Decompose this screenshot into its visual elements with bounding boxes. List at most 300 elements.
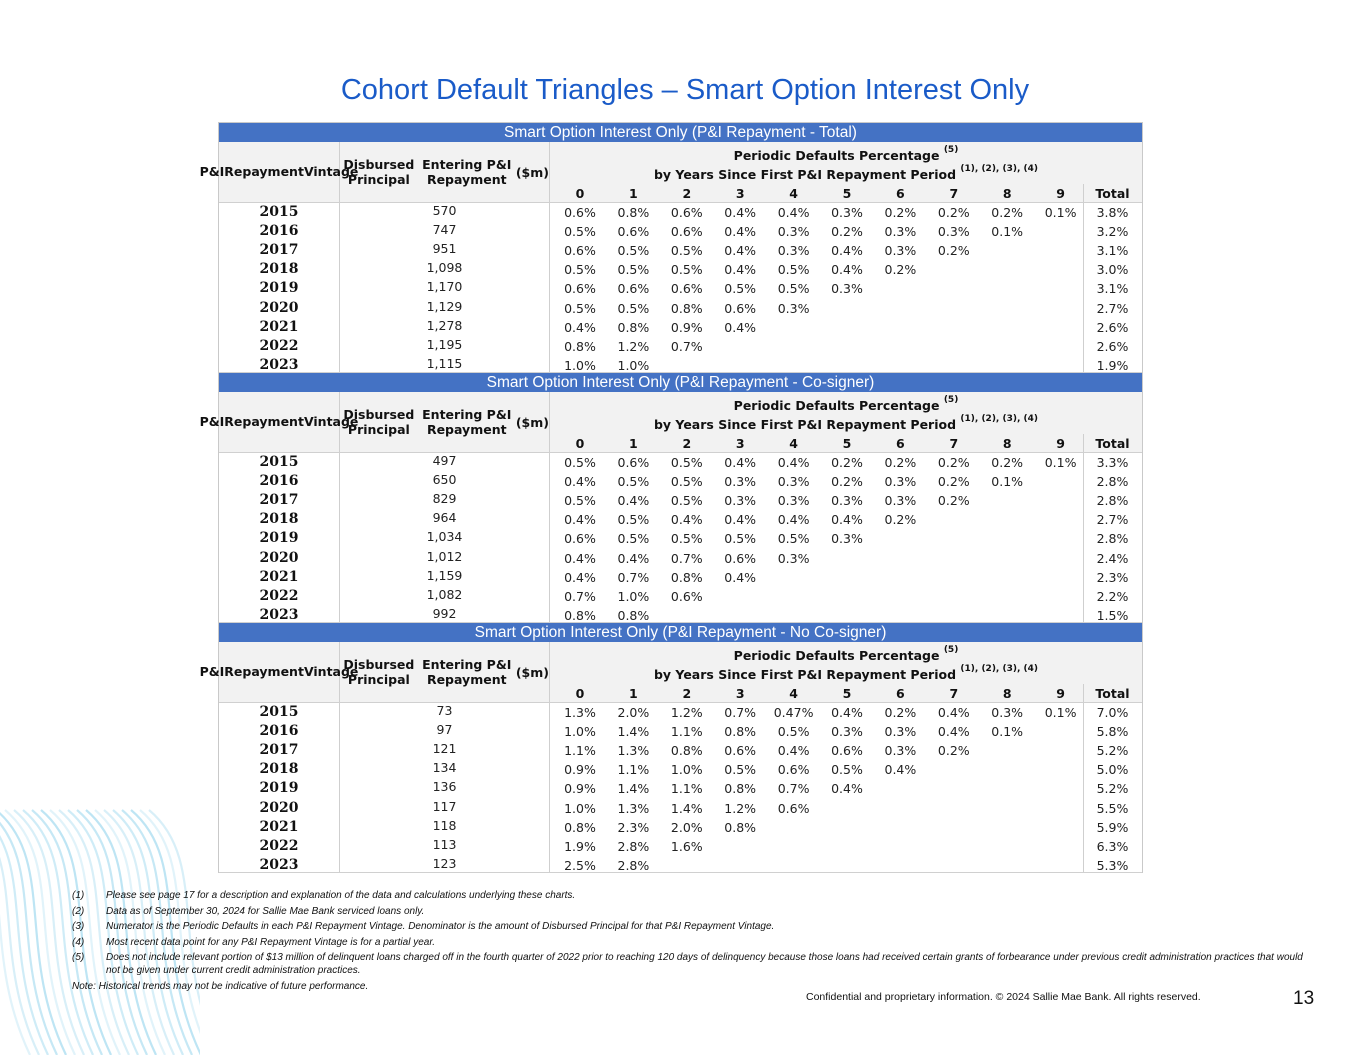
default-rate-cell: 1.6%: [670, 838, 703, 854]
vintage-cell: 2023: [259, 856, 299, 873]
default-rate-cell: 0.5%: [617, 531, 650, 547]
header-year: 9: [1056, 186, 1065, 201]
vintage-cell: 2016: [259, 723, 299, 740]
default-rate-cell: 0.4%: [724, 455, 757, 470]
total-cell: 5.3%: [1096, 857, 1129, 873]
total-cell: 6.3%: [1096, 838, 1129, 854]
default-rate-cell: 1.3%: [564, 705, 596, 720]
vintage-cell: 2015: [259, 704, 299, 720]
default-rate-cell: 0.5%: [724, 281, 757, 297]
default-rate-cell: 0.5%: [670, 493, 703, 509]
header-year: 7: [949, 436, 959, 451]
default-rate-cell: 0.2%: [991, 455, 1024, 470]
header-vintage-line: P&I: [199, 164, 225, 179]
total-cell: 1.9%: [1096, 357, 1129, 373]
principal-cell: 1,034: [426, 529, 463, 545]
table-body: [219, 203, 1142, 373]
total-cell: 2.8%: [1096, 531, 1129, 547]
default-rate-cell: 0.3%: [831, 724, 863, 740]
default-rate-cell: 0.5%: [670, 455, 703, 470]
vintage-cell: 2021: [259, 318, 299, 335]
default-rate-cell: 0.2%: [991, 205, 1024, 220]
footnotes: [72, 889, 1312, 993]
default-rate-cell: 0.6%: [670, 588, 703, 604]
vintage-cell: 2020: [259, 549, 299, 566]
header-principal: [340, 392, 550, 452]
table-row: [219, 203, 1142, 222]
header-year: 4: [789, 686, 798, 701]
default-rate-cell: 0.2%: [831, 455, 863, 470]
default-rate-cell: 0.6%: [617, 224, 650, 240]
default-rate-cell: 0.3%: [884, 724, 917, 740]
default-rate-cell: 0.3%: [777, 300, 810, 316]
default-rate-cell: 0.6%: [564, 531, 596, 547]
total-cell: 2.8%: [1096, 474, 1129, 490]
table-section: [199, 123, 1142, 373]
header-principal-line: ($m): [515, 414, 549, 430]
default-rate-cell: 1.0%: [617, 588, 650, 604]
default-rate-cell: 0.8%: [617, 205, 650, 220]
default-rate-cell: 0.6%: [670, 281, 703, 297]
vintage-cell: 2017: [259, 492, 299, 509]
footnote-number: (1): [72, 890, 85, 901]
principal-cell: 964: [432, 510, 457, 526]
header-year: 9: [1056, 686, 1065, 701]
default-rate-cell: 0.5%: [724, 762, 757, 778]
table-header: [199, 642, 1142, 703]
principal-cell: 1,278: [426, 317, 463, 333]
default-rate-cell: 0.7%: [777, 781, 810, 797]
footnote-number: (3): [72, 921, 85, 932]
header-principal-line: Entering P&I Repayment: [422, 407, 512, 437]
vintage-cell: 2022: [259, 837, 299, 854]
vintage-cell: 2019: [259, 530, 299, 547]
default-rate-cell: 0.4%: [831, 262, 863, 278]
header-periodic-line2: by Years Since First P&I Repayment Period: [653, 167, 957, 182]
principal-cell: 123: [432, 855, 457, 871]
default-rate-cell: 0.5%: [831, 762, 863, 778]
principal-cell: 1,129: [426, 298, 463, 314]
default-rate-cell: 0.4%: [777, 205, 810, 220]
table-row: [219, 491, 1142, 510]
default-rate-cell: 0.4%: [724, 224, 757, 240]
page-number: 13: [1293, 988, 1315, 1009]
header-year: 3: [735, 686, 745, 701]
default-rate-cell: 0.7%: [617, 569, 650, 585]
table-row: [219, 606, 1142, 625]
total-cell: 2.8%: [1096, 493, 1129, 509]
header-vintage-line: Vintage: [303, 164, 359, 179]
default-rate-cell: 0.2%: [937, 474, 970, 490]
default-rate-cell: 0.5%: [564, 493, 596, 509]
default-rate-cell: 0.5%: [564, 455, 596, 470]
default-rate-cell: 0.5%: [777, 262, 810, 278]
default-rate-cell: 0.5%: [670, 243, 703, 259]
default-rate-cell: 1.2%: [724, 800, 757, 816]
header-principal-line: ($m): [515, 164, 549, 180]
section-title: Smart Option Interest Only (P&I Repayment - Co-signer): [219, 373, 1142, 392]
table-row: [219, 587, 1142, 606]
default-rate-cell: 0.6%: [777, 762, 810, 778]
default-rate-cell: 0.5%: [777, 281, 810, 297]
header-periodic-sup2: (1), (2), (3), (4): [960, 414, 1039, 424]
total-cell: 2.7%: [1096, 300, 1129, 316]
default-rate-cell: 0.2%: [884, 705, 917, 720]
default-rate-cell: 0.2%: [937, 205, 970, 220]
header-periodic-defaults: [550, 392, 1142, 434]
default-rate-cell: 0.8%: [724, 781, 757, 797]
default-rate-cell: 0.5%: [670, 474, 703, 490]
vintage-cell: 2019: [259, 280, 299, 297]
default-rate-cell: 0.8%: [670, 743, 703, 759]
default-rate-cell: 0.5%: [564, 224, 596, 240]
default-rate-cell: 1.1%: [670, 724, 703, 740]
default-rate-cell: 0.7%: [564, 588, 596, 604]
total-cell: 2.6%: [1096, 319, 1129, 335]
principal-cell: 1,195: [426, 336, 463, 352]
vintage-cell: 2015: [259, 204, 299, 220]
table-row: [219, 453, 1142, 472]
header-principal-line: Entering P&I Repayment: [422, 157, 512, 187]
default-rate-cell: 0.6%: [617, 455, 650, 470]
default-rate-cell: 0.2%: [884, 205, 917, 220]
default-rate-cell: 0.2%: [884, 262, 917, 278]
default-rate-cell: 1.4%: [617, 781, 650, 797]
header-year: 5: [842, 436, 852, 451]
principal-cell: 1,115: [426, 355, 463, 371]
total-cell: 3.2%: [1096, 224, 1129, 240]
default-rate-cell: 0.4%: [724, 569, 757, 585]
header-principal: [340, 142, 550, 202]
total-cell: 1.5%: [1096, 607, 1129, 623]
principal-cell: 1,098: [426, 260, 463, 276]
header-year: 8: [1002, 186, 1012, 201]
table-row: [219, 241, 1142, 260]
confidential-footer: Confidential and proprietary information. © 2024 Sallie Mae Bank. All rights reserved.: [806, 991, 1201, 1003]
vintage-cell: 2016: [259, 473, 299, 490]
header-year: 8: [1002, 686, 1012, 701]
principal-cell: 650: [432, 472, 457, 488]
header-principal-line: Disbursed Principal: [343, 407, 415, 437]
default-rate-cell: 0.5%: [777, 531, 810, 547]
table-row: [219, 722, 1142, 741]
total-cell: 3.1%: [1096, 243, 1129, 259]
default-rate-cell: 0.1%: [991, 474, 1024, 490]
table-section: [199, 373, 1142, 623]
header-vintage: [199, 392, 359, 452]
header-periodic-line1: Periodic Defaults Percentage: [733, 398, 940, 413]
footnote: [72, 889, 1312, 902]
vintage-cell: 2021: [259, 818, 299, 835]
footnote-number: (5): [72, 952, 85, 963]
header-year: 7: [949, 686, 959, 701]
header-year: 5: [842, 186, 852, 201]
header-year: 9: [1056, 436, 1065, 451]
total-cell: 5.2%: [1096, 781, 1129, 797]
default-rate-cell: 0.6%: [617, 281, 650, 297]
header-vintage-line: P&I: [199, 414, 225, 429]
default-rate-cell: 0.2%: [937, 243, 970, 259]
table-row: [219, 703, 1142, 722]
default-rate-cell: 1.0%: [617, 357, 650, 373]
default-rate-cell: 0.4%: [724, 262, 757, 278]
default-rate-cell: 0.5%: [617, 474, 650, 490]
default-rate-cell: 1.2%: [670, 705, 703, 720]
default-rate-cell: 0.2%: [831, 474, 863, 490]
default-rate-cell: 0.3%: [884, 243, 917, 259]
total-cell: 5.2%: [1096, 743, 1129, 759]
header-vintage: [199, 142, 359, 202]
default-rate-cell: 1.0%: [564, 800, 596, 816]
header-year: 2: [682, 436, 692, 451]
total-cell: 3.8%: [1096, 205, 1129, 220]
default-rate-cell: 0.8%: [724, 819, 757, 835]
principal-cell: 1,082: [426, 586, 463, 602]
default-rate-cell: 0.8%: [670, 569, 703, 585]
vintage-cell: 2018: [259, 261, 299, 278]
header-year: 6: [896, 686, 905, 701]
default-rate-cell: 1.4%: [617, 724, 650, 740]
default-rate-cell: 0.4%: [937, 705, 970, 720]
default-rate-cell: 0.3%: [724, 474, 757, 490]
header-vintage-line: Repayment: [224, 664, 304, 679]
default-rate-cell: 0.4%: [617, 493, 650, 509]
default-rate-cell: 0.2%: [831, 224, 863, 240]
default-triangles-table: [199, 122, 1143, 873]
table-header: [199, 142, 1142, 203]
table-row: [219, 529, 1142, 548]
default-rate-cell: 0.8%: [564, 819, 596, 835]
default-rate-cell: 0.6%: [724, 550, 757, 566]
total-cell: 3.0%: [1096, 262, 1129, 278]
default-rate-cell: 0.5%: [564, 262, 596, 278]
footnote: [72, 951, 1312, 977]
header-year: 3: [735, 186, 745, 201]
default-rate-cell: 2.0%: [670, 819, 703, 835]
header-year: 3: [735, 436, 745, 451]
default-rate-cell: 0.3%: [884, 474, 917, 490]
default-rate-cell: 0.7%: [670, 550, 703, 566]
default-rate-cell: 0.4%: [724, 319, 757, 335]
vintage-cell: 2021: [259, 568, 299, 585]
vintage-cell: 2017: [259, 742, 299, 759]
default-rate-cell: 0.6%: [777, 800, 810, 816]
total-cell: 2.3%: [1096, 569, 1129, 585]
default-rate-cell: 0.6%: [724, 300, 757, 316]
header-year: 6: [896, 436, 905, 451]
principal-cell: 1,012: [426, 548, 463, 564]
default-rate-cell: 0.4%: [831, 705, 863, 720]
default-rate-cell: 0.1%: [1044, 455, 1077, 470]
default-rate-cell: 0.5%: [670, 262, 703, 278]
principal-cell: 117: [432, 798, 457, 814]
principal-cell: 829: [432, 491, 457, 507]
default-rate-cell: 0.3%: [831, 531, 863, 547]
header-total: Total: [1095, 186, 1130, 201]
header-year: 2: [682, 686, 692, 701]
default-rate-cell: 0.4%: [831, 243, 863, 259]
total-cell: 5.0%: [1096, 762, 1129, 778]
header-periodic-line2: by Years Since First P&I Repayment Period: [653, 417, 957, 432]
default-rate-cell: 0.3%: [884, 224, 917, 240]
default-rate-cell: 0.3%: [884, 743, 917, 759]
table-header: [199, 392, 1142, 453]
header-year: 0: [575, 186, 585, 201]
default-rate-cell: 0.6%: [564, 281, 596, 297]
table-row: [219, 568, 1142, 587]
header-year: 4: [789, 186, 798, 201]
default-rate-cell: 0.6%: [564, 205, 596, 220]
header-periodic-defaults: [550, 142, 1142, 184]
default-rate-cell: 0.4%: [564, 569, 596, 585]
default-rate-cell: 0.4%: [564, 512, 596, 528]
default-rate-cell: 0.5%: [617, 300, 650, 316]
default-rate-cell: 0.4%: [564, 474, 596, 490]
default-rate-cell: 0.8%: [617, 607, 650, 623]
default-rate-cell: 0.5%: [564, 300, 596, 316]
header-periodic-line1: Periodic Defaults Percentage: [733, 148, 940, 163]
default-rate-cell: 0.9%: [564, 781, 596, 797]
vintage-cell: 2016: [259, 223, 299, 240]
principal-cell: 497: [432, 453, 457, 468]
default-rate-cell: 0.3%: [724, 493, 757, 509]
default-rate-cell: 0.6%: [831, 743, 863, 759]
table-row: [219, 356, 1142, 375]
header-year: 0: [575, 436, 585, 451]
default-rate-cell: 2.8%: [617, 857, 650, 873]
default-rate-cell: 0.5%: [670, 531, 703, 547]
header-year: 0: [575, 686, 585, 701]
principal-cell: 1,170: [426, 279, 463, 295]
header-principal-line: ($m): [515, 664, 549, 680]
default-rate-cell: 0.5%: [617, 512, 650, 528]
default-rate-cell: 1.0%: [670, 762, 703, 778]
default-rate-cell: 0.6%: [670, 224, 703, 240]
default-rate-cell: 0.4%: [777, 512, 810, 528]
default-rate-cell: 1.2%: [617, 338, 650, 354]
default-rate-cell: 0.3%: [991, 705, 1024, 720]
header-periodic-sup2: (1), (2), (3), (4): [960, 664, 1039, 674]
default-rate-cell: 1.1%: [617, 762, 650, 778]
principal-cell: 1,159: [426, 567, 463, 583]
default-rate-cell: 1.1%: [670, 781, 703, 797]
footnote: [72, 905, 1312, 918]
header-principal: [340, 642, 550, 702]
table-row: [219, 741, 1142, 760]
header-principal-line: Disbursed Principal: [343, 657, 415, 687]
default-rate-cell: 0.5%: [617, 262, 650, 278]
principal-cell: 97: [436, 722, 453, 738]
default-rate-cell: 0.2%: [937, 493, 970, 509]
footnote-number: (4): [72, 936, 85, 948]
default-rate-cell: 0.4%: [724, 512, 757, 528]
header-vintage-line: Vintage: [303, 414, 359, 429]
header-periodic-sup1: (5): [943, 145, 959, 155]
default-rate-cell: 0.4%: [724, 205, 757, 220]
header-vintage-line: Repayment: [224, 164, 304, 179]
section-title: Smart Option Interest Only (P&I Repayment - No Co-signer): [219, 623, 1142, 642]
header-periodic-line1: Periodic Defaults Percentage: [733, 648, 940, 663]
default-rate-cell: 0.3%: [884, 493, 917, 509]
default-rate-cell: 0.1%: [991, 224, 1024, 240]
table-row: [219, 818, 1142, 837]
vintage-cell: 2015: [259, 454, 299, 470]
table-row: [219, 799, 1142, 818]
default-rate-cell: 0.9%: [564, 762, 596, 778]
total-cell: 2.2%: [1096, 588, 1129, 604]
header-vintage: [199, 642, 359, 702]
default-rate-cell: 0.1%: [1044, 705, 1077, 720]
footnote: [72, 920, 1312, 933]
header-year: 7: [949, 186, 959, 201]
default-rate-cell: 0.2%: [884, 512, 917, 528]
total-cell: 5.9%: [1096, 819, 1129, 835]
total-cell: 7.0%: [1096, 705, 1129, 720]
default-rate-cell: 0.4%: [564, 550, 596, 566]
total-cell: 2.7%: [1096, 512, 1129, 528]
default-rate-cell: 0.47%: [773, 705, 814, 720]
table-row: [219, 779, 1142, 798]
footnote-number: (2): [72, 905, 85, 917]
default-rate-cell: 0.7%: [670, 338, 703, 354]
table-row: [219, 260, 1142, 279]
default-rate-cell: 0.3%: [777, 474, 810, 490]
header-year: 4: [789, 436, 798, 451]
footnote-text: Does not include relevant portion of $13 million of delinquent loans charged off in the fourth quarter of 2022 prior to reaching 120 days of delinquency because those loans had received certain grants of forbearance under previous credit administration practices that would not be given under current credit administration practices.: [106, 952, 1303, 976]
table-row: [219, 318, 1142, 337]
principal-cell: 118: [432, 817, 457, 833]
page-title: Cohort Default Triangles – Smart Option Interest Only: [340, 74, 1030, 106]
default-rate-cell: 0.4%: [884, 762, 917, 778]
footnote-text: Numerator is the Periodic Defaults in each P&I Repayment Vintage. Denominator is the amount of Disbursed Principal for that P&I Repayment Vintage.: [106, 921, 775, 932]
total-cell: 5.5%: [1096, 800, 1129, 816]
default-rate-cell: 0.6%: [670, 205, 703, 220]
default-rate-cell: 0.3%: [777, 550, 810, 566]
default-rate-cell: 0.9%: [670, 319, 703, 335]
vintage-cell: 2022: [259, 337, 299, 354]
default-rate-cell: 0.4%: [670, 512, 703, 528]
default-rate-cell: 0.3%: [831, 493, 863, 509]
default-rate-cell: 0.2%: [937, 455, 970, 470]
header-total: Total: [1095, 436, 1130, 451]
principal-cell: 73: [436, 703, 453, 718]
vintage-cell: 2022: [259, 587, 299, 604]
vintage-cell: 2023: [259, 606, 299, 623]
default-rate-cell: 0.4%: [617, 550, 650, 566]
header-vintage-line: Vintage: [303, 664, 359, 679]
table-body: [219, 703, 1142, 873]
default-rate-cell: 0.3%: [777, 493, 810, 509]
default-rate-cell: 0.1%: [991, 724, 1024, 740]
default-rate-cell: 0.4%: [937, 724, 970, 740]
table-row: [219, 279, 1142, 298]
vintage-cell: 2018: [259, 761, 299, 778]
header-year: 5: [842, 686, 852, 701]
default-rate-cell: 0.4%: [777, 455, 810, 470]
table-body: [219, 453, 1142, 623]
default-rate-cell: 0.3%: [777, 224, 810, 240]
total-cell: 3.1%: [1096, 281, 1129, 297]
total-cell: 2.4%: [1096, 550, 1129, 566]
default-rate-cell: 2.5%: [564, 857, 596, 873]
default-rate-cell: 0.8%: [617, 319, 650, 335]
principal-cell: 992: [432, 605, 457, 621]
default-rate-cell: 1.4%: [670, 800, 703, 816]
default-rate-cell: 0.2%: [937, 743, 970, 759]
header-year: 6: [896, 186, 905, 201]
default-rate-cell: 0.3%: [937, 224, 970, 240]
default-rate-cell: 0.4%: [831, 781, 863, 797]
